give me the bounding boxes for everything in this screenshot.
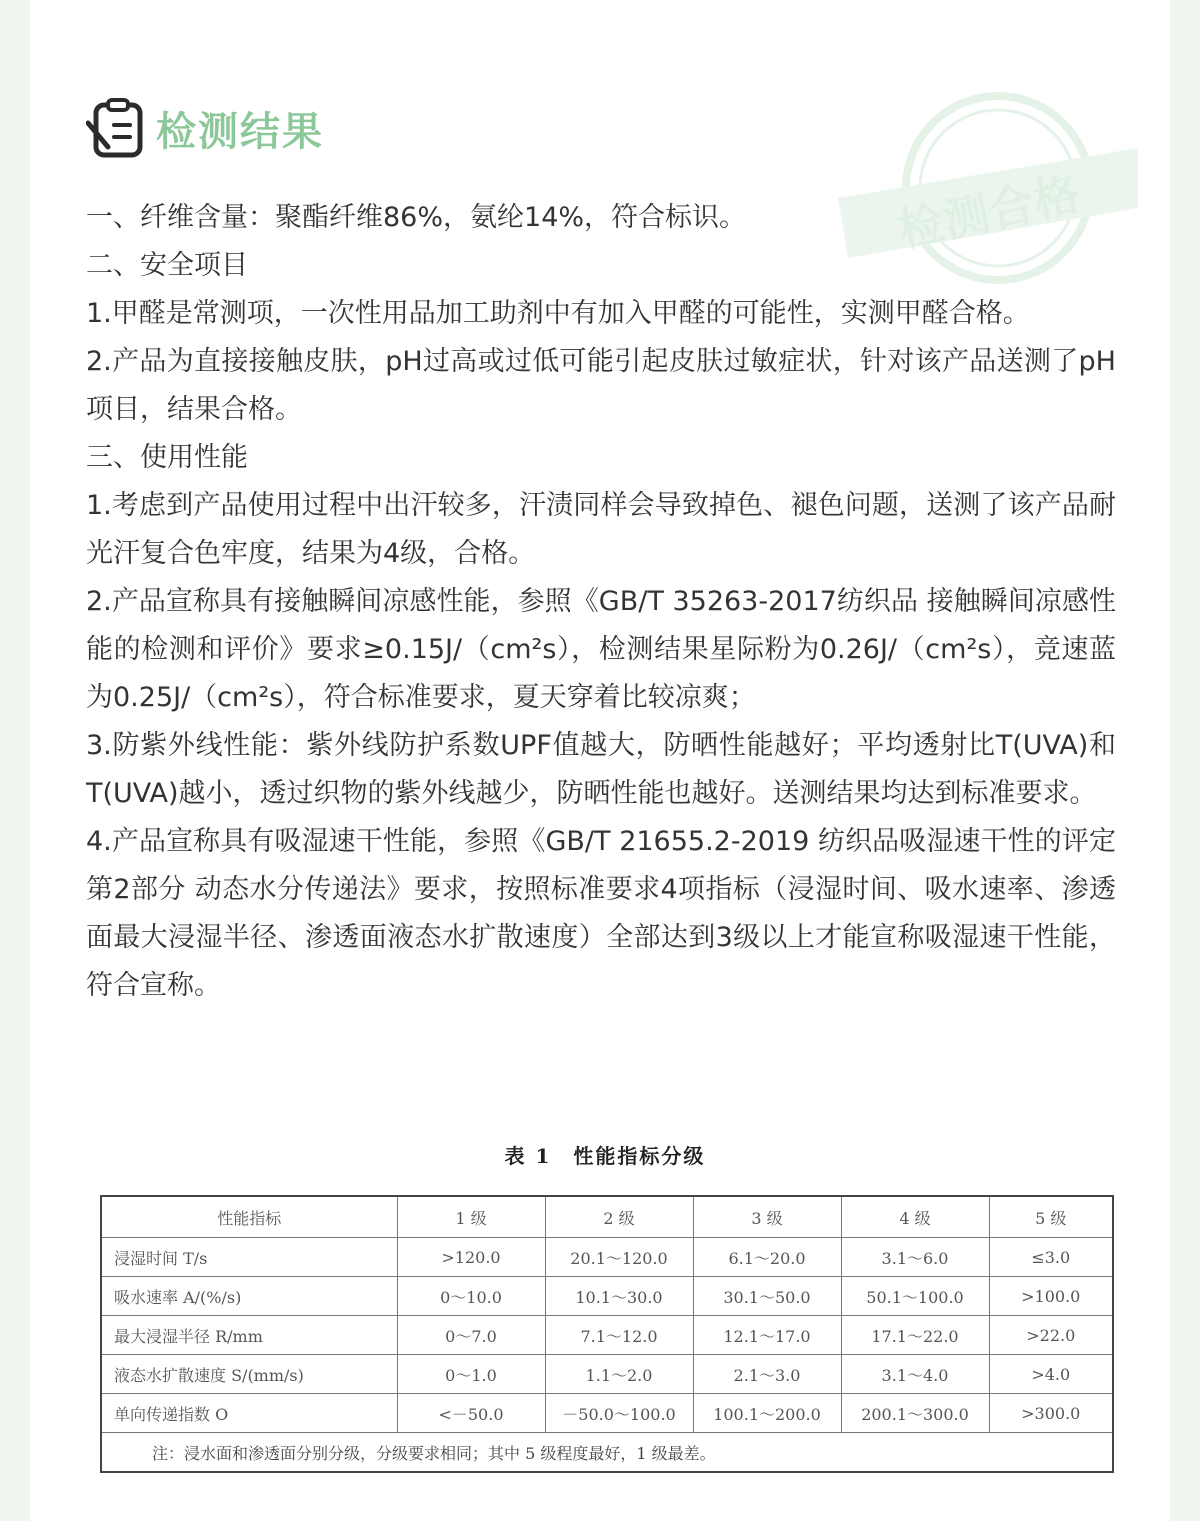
indicator-name-cell: 单向传递指数 O: [101, 1394, 397, 1433]
fiber-content-line: 一、纤维含量：聚酯纤维86%，氨纶14%，符合标识。: [86, 202, 747, 233]
table-row: [101, 1277, 1113, 1316]
clipboard-check-icon: [86, 97, 148, 159]
table-cell: 0～7.0: [397, 1316, 545, 1355]
ph-paragraph: 2.产品为直接接触皮肤，pH过高或过低可能引起皮肤过敏症状，针对该产品送测了pH项目，结果合格。: [86, 346, 1116, 425]
table-cell: >100.0: [989, 1277, 1113, 1316]
table-row: [101, 1238, 1113, 1277]
color-fastness-paragraph: 1.考虑到产品使用过程中出汗较多，汗渍同样会导致掉色、褪色问题，送测了该产品耐光汗复合色牢度，结果为4级，合格。: [86, 490, 1116, 569]
performance-heading: 三、使用性能: [86, 442, 248, 473]
table-cell: 0～10.0: [397, 1277, 545, 1316]
indicator-name-cell: 液态水扩散速度 S/(mm/s): [101, 1355, 397, 1394]
grading-table-wrapper: [100, 1195, 1112, 1473]
table-cell: 20.1～120.0: [545, 1238, 693, 1277]
header-cell: 4 级: [841, 1196, 989, 1238]
table-cell: 17.1～22.0: [841, 1316, 989, 1355]
performance-grading-table: [100, 1195, 1114, 1473]
header-cell: 性能指标: [101, 1196, 397, 1238]
header-cell: 3 级: [693, 1196, 841, 1238]
table-cell: －50.0～100.0: [545, 1394, 693, 1433]
table-cell: ≤3.0: [989, 1238, 1113, 1277]
table-cell: 10.1～30.0: [545, 1277, 693, 1316]
safety-heading: 二、安全项目: [86, 250, 248, 281]
table-row: [101, 1355, 1113, 1394]
cooling-paragraph: 2.产品宣称具有接触瞬间凉感性能，参照《GB/T 35263-2017纺织品 接触瞬间凉感性能的检测和评价》要求≥0.15J/（cm²s），检测结果星际粉为0.26J/（cm²s），竞速蓝为0.25J/（cm²s），符合标准要求，夏天穿着比较凉爽；: [86, 586, 1116, 713]
table-cell: 6.1～20.0: [693, 1238, 841, 1277]
header-cell: 2 级: [545, 1196, 693, 1238]
indicator-name-cell: 最大浸湿半径 R/mm: [101, 1316, 397, 1355]
table-cell: 12.1～17.0: [693, 1316, 841, 1355]
indicator-name-cell: 浸湿时间 T/s: [101, 1238, 397, 1277]
header-cell: 5 级: [989, 1196, 1113, 1238]
table-note: 注：浸水面和渗透面分别分级，分级要求相同；其中 5 级程度最好，1 级最差。: [101, 1433, 1113, 1473]
table-row: [101, 1394, 1113, 1433]
table-cell: <－50.0: [397, 1394, 545, 1433]
svg-text:检测合格: 检测合格: [893, 166, 1085, 258]
table-cell: 30.1～50.0: [693, 1277, 841, 1316]
table-cell: 3.1～6.0: [841, 1238, 989, 1277]
table-cell: 50.1～100.0: [841, 1277, 989, 1316]
section-header: [86, 96, 324, 160]
table-cell: >300.0: [989, 1394, 1113, 1433]
table-cell: 200.1～300.0: [841, 1394, 989, 1433]
table-cell: >22.0: [989, 1316, 1113, 1355]
moisture-wicking-paragraph: 4.产品宣称具有吸湿速干性能，参照《GB/T 21655.2-2019 纺织品吸湿速干性的评定第2部分 动态水分传递法》要求，按照标准要求4项指标（浸湿时间、吸水速率、渗透面最大浸湿半径、渗透面液态水扩散速度）全部达到3级以上才能宣称吸湿速干性能，符合宣称。: [86, 826, 1116, 1001]
table-row: [101, 1316, 1113, 1355]
table-cell: 3.1～4.0: [841, 1355, 989, 1394]
section-title: 检测结果: [156, 108, 324, 155]
table-cell: 7.1～12.0: [545, 1316, 693, 1355]
header-cell: 1 级: [397, 1196, 545, 1238]
formaldehyde-paragraph: 1.甲醛是常测项，一次性用品加工助剂中有加入甲醛的可能性，实测甲醛合格。: [86, 298, 1030, 329]
indicator-name-cell: 吸水速率 A/(%/s): [101, 1277, 397, 1316]
report-body: [86, 194, 1116, 1010]
table-cell: 1.1～2.0: [545, 1355, 693, 1394]
table-caption: 表 1 性能指标分级: [504, 1144, 706, 1168]
table-cell: 100.1～200.0: [693, 1394, 841, 1433]
table-cell: 0～1.0: [397, 1355, 545, 1394]
table-cell: 2.1～3.0: [693, 1355, 841, 1394]
table-cell: >4.0: [989, 1355, 1113, 1394]
uv-protection-paragraph: 3.防紫外线性能：紫外线防护系数UPF值越大，防晒性能越好；平均透射比T(UVA)和T(UVA)越小，透过织物的紫外线越少，防晒性能也越好。送测结果均达到标准要求。: [86, 730, 1116, 809]
table-header-row: [101, 1196, 1113, 1238]
table-note-row: [101, 1433, 1113, 1473]
table-cell: >120.0: [397, 1238, 545, 1277]
